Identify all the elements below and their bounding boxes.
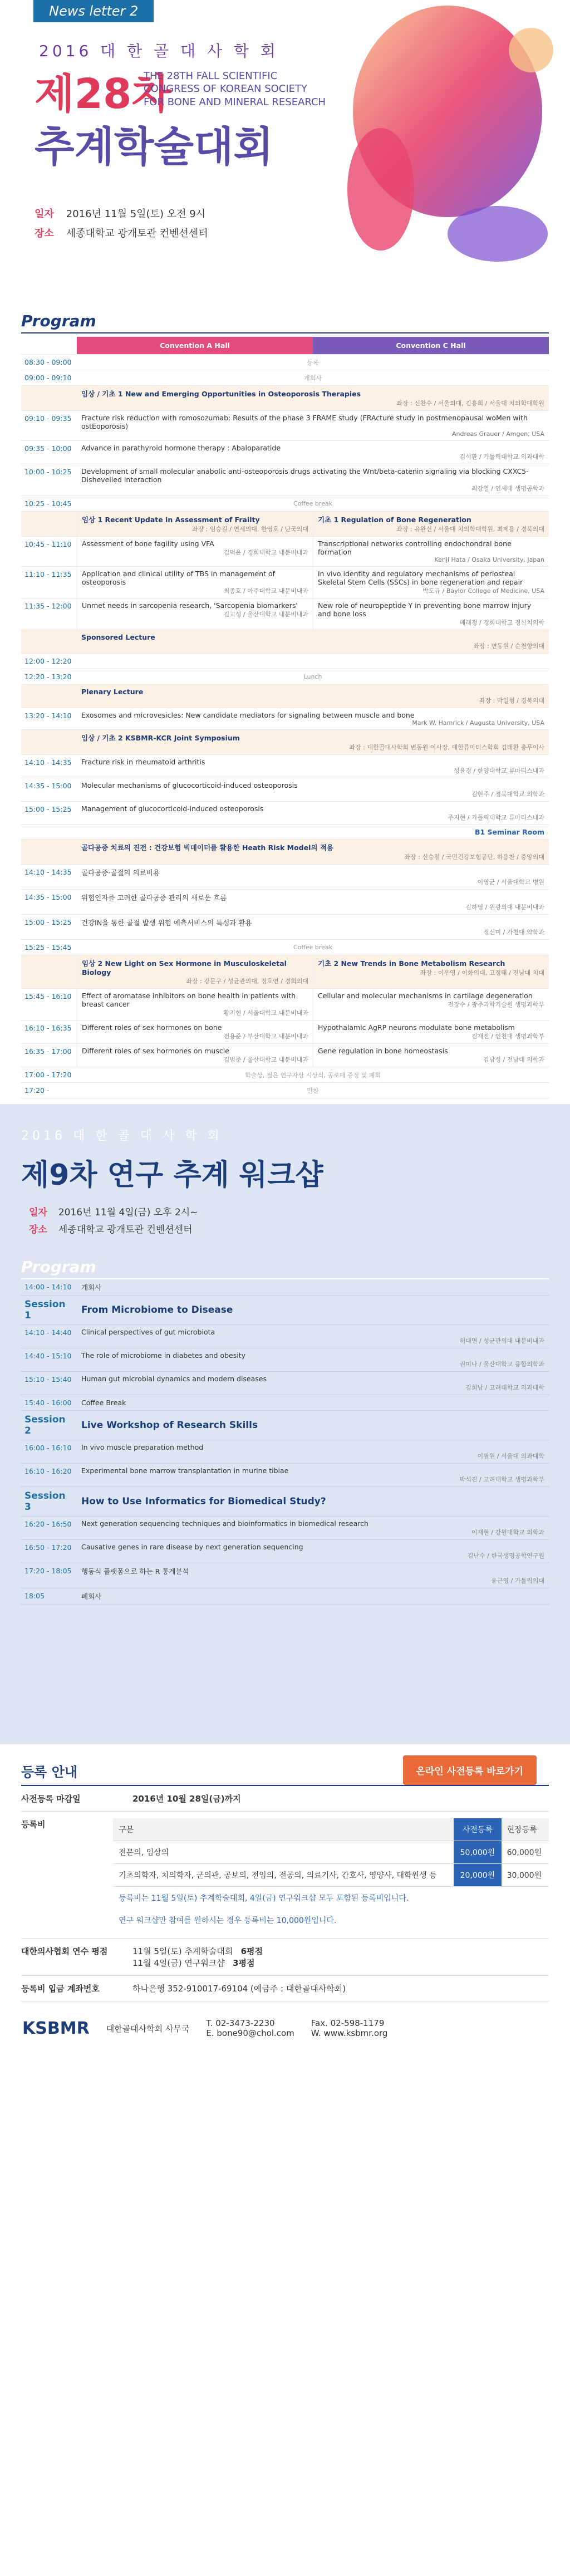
- talk-title: 폐회사: [81, 1592, 102, 1601]
- time-cell: 11:35 - 12:00: [24, 602, 72, 610]
- content-cell: [77, 915, 549, 939]
- time-cell: 16:00 - 16:10: [24, 1444, 72, 1452]
- phone: T. 02-3473-2230: [206, 2018, 275, 2028]
- schedule-row: [21, 567, 549, 598]
- talk-title: Next generation sequencing techniques and bioinformatics in biomedical research: [81, 1519, 368, 1528]
- session-title: Lunch: [303, 673, 322, 680]
- talk-title: 행동식 플랫폼으로 하는 R 통계분석: [81, 1567, 189, 1576]
- content-cell: [77, 778, 549, 801]
- content-cell: [77, 355, 549, 370]
- chair: 좌장 : 이우영 / 이화의대, 고정태 / 전남대 치대: [420, 969, 544, 977]
- speaker: 김하영 / 원광의대 내분비내과: [465, 904, 544, 911]
- time-cell: 14:40 - 15:10: [24, 1352, 72, 1360]
- ws-program-title: Program: [21, 1258, 549, 1279]
- website-link[interactable]: W. www.ksbmr.org: [311, 2028, 388, 2038]
- time-cell: 14:35 - 15:00: [24, 893, 72, 901]
- talk-title: Cellular and molecular mechanisms in cartilage degeneration: [318, 992, 533, 1000]
- place-line: 장소 세종대학교 광개토관 컨벤션센터: [35, 228, 208, 239]
- email-link[interactable]: E. bone90@chol.com: [206, 2028, 294, 2038]
- schedule-row: [21, 669, 549, 685]
- talk-title: Causative genes in rare disease by next generation sequencing: [81, 1543, 303, 1551]
- session-title: Molecular mechanisms of glucocorticoid-induced osteoporosis: [81, 781, 298, 789]
- time-cell: 15:00 - 15:25: [24, 805, 72, 813]
- schedule-row: [21, 355, 549, 370]
- session-title: Development of small molecular anabolic anti-osteoporosis drugs activating the Wnt/beta-catenin signaling via blocking CXXC5-Dishevelled interaction: [81, 467, 529, 484]
- content-cell: [77, 802, 549, 825]
- session-title: Exosomes and microvesicles: New candidate mediators for signaling between muscle and bone: [81, 711, 415, 719]
- ws-row: [21, 1517, 549, 1540]
- speaker: 최강열 / 연세대 생명공학과: [471, 485, 544, 492]
- chair: 좌장 : 변동원 / 순천향의대: [473, 642, 544, 650]
- content-cell: [77, 370, 549, 385]
- reg-title: 등록 안내: [21, 1761, 549, 1786]
- hall-c-talk: [313, 567, 549, 598]
- time-cell: 15:25 - 15:45: [24, 943, 72, 951]
- session-title: Management of glucocorticoid-induced osteoporosis: [81, 804, 264, 813]
- time-cell: [21, 630, 77, 653]
- hall-c-talk: [313, 989, 549, 1020]
- hall-c-session: [313, 512, 549, 536]
- content-cell: [77, 1517, 549, 1539]
- content-cell: [77, 1325, 549, 1348]
- speaker: 이재현 / 강원대학교 의학과: [471, 1529, 544, 1536]
- time-cell: 15:40 - 16:00: [24, 1399, 72, 1407]
- time-cell: 11:10 - 11:35: [24, 570, 72, 578]
- content-cell: [77, 669, 549, 684]
- office-name: 대한골대사학회 사무국: [106, 2023, 190, 2034]
- schedule-row: [21, 386, 549, 411]
- session-title: 임상 1 Recent Update in Assessment of Frailty: [82, 516, 260, 524]
- chair: 좌장 : 박일형 / 경북의대: [479, 697, 544, 704]
- speaker: 배래정 / 경희대학교 정신치의학: [459, 619, 544, 626]
- account-row: 등록비 입금 계좌번호 하나은행 352-910017-69104 (예금주 : 대한골대사학회): [21, 1976, 549, 2001]
- time-cell: 17:00 - 17:20: [24, 1071, 72, 1079]
- ws-row: [21, 1372, 549, 1395]
- ws-place: 장소 세종대학교 광개토관 컨벤션센터: [29, 1224, 193, 1235]
- ws-row: [21, 1296, 549, 1325]
- content-cell: [77, 1067, 549, 1082]
- session-title: Plenary Lecture: [81, 688, 144, 696]
- time-cell: [21, 386, 77, 410]
- hall-a-talk: [77, 537, 313, 566]
- speaker: 전용준 / 부산대학교 내분비내과: [223, 1033, 308, 1040]
- talk-title: The role of microbiome in diabetes and obesity: [81, 1351, 246, 1360]
- content-cell: [77, 890, 549, 914]
- content-cell: [77, 1563, 549, 1588]
- session-title: Advance in parathyroid hormone therapy : Abaloparatide: [81, 444, 281, 452]
- session-title: 골다공증 치료의 진전 : 건강보험 빅데이터를 활용한 Heath Risk Model의 적용: [81, 843, 333, 852]
- time-cell: 10:45 - 11:10: [24, 540, 72, 548]
- talk-title: Gene regulation in bone homeostasis: [318, 1047, 448, 1055]
- speaker: 전장수 / 광주과학기술원 생명과학부: [448, 1001, 544, 1008]
- time-cell: 12:20 - 13:20: [24, 673, 72, 681]
- talk-title: New role of neuropeptide Y in preventing bone marrow injury and bone loss: [318, 601, 532, 618]
- session-title: 건강IN을 통한 골절 발생 위험 예측서비스의 특성과 활용: [81, 919, 252, 927]
- online-registration-button[interactable]: 온라인 사전등록 바로가기: [403, 1755, 537, 1785]
- talk-title: Assessment of bone fagility using VFA: [82, 539, 214, 548]
- chair: 좌장 : 신승철 / 국민건강보험공단, 하용찬 / 중앙의대: [404, 853, 544, 861]
- time-cell: 14:00 - 14:10: [24, 1283, 72, 1291]
- talk-title: Different roles of sex hormones on muscle: [82, 1047, 229, 1055]
- time-cell: 13:20 - 14:10: [24, 712, 72, 720]
- ws-row: [21, 1464, 549, 1487]
- speaker: 김현주 / 경북대학교 의학과: [471, 791, 544, 798]
- time-cell: 14:10 - 14:40: [24, 1328, 72, 1337]
- hall-a-talk: [77, 598, 313, 630]
- schedule-row: [21, 537, 549, 567]
- time-cell: 15:00 - 15:25: [24, 918, 72, 926]
- content-cell: [77, 411, 549, 440]
- ws-row: [21, 1487, 549, 1517]
- chair: 좌장 : 신찬수 / 서울의대, 김흥희 / 서울대 치의학대학원: [396, 400, 544, 407]
- deadline-row: 사전등록 마감일 2016년 10월 28일(금)까지: [21, 1786, 549, 1812]
- talk-title: Unmet needs in sarcopenia research, 'Sarcopenia biomarkers': [82, 601, 298, 610]
- schedule-row: [21, 890, 549, 915]
- session-title: 기초 1 Regulation of Bone Regeneration: [318, 516, 471, 524]
- content-cell: [77, 464, 549, 495]
- time-cell: 14:10 - 14:35: [24, 868, 72, 876]
- schedule-row: [21, 989, 549, 1020]
- speaker: 박석진 / 고려대학교 생명과학부: [459, 1476, 544, 1483]
- content-cell: [77, 1296, 549, 1324]
- time-cell: 09:00 - 09:10: [24, 374, 72, 382]
- speaker: 최종호 / 아주대학교 내분비내과: [223, 587, 308, 595]
- pretitle: 2016 대 한 골 대 사 학 회: [39, 42, 279, 60]
- speaker: Kenji Hata / Osaka University, Japan: [434, 556, 544, 563]
- schedule-row: [21, 441, 549, 464]
- session-title: 임상 2 New Light on Sex Hormone in Musculoskeletal Biology: [82, 959, 287, 977]
- hall-a-session: [77, 955, 313, 988]
- main-title-1: 제28차: [35, 70, 171, 118]
- schedule-row: [21, 802, 549, 825]
- program-title: Program: [21, 312, 549, 333]
- content-cell: [77, 1487, 549, 1516]
- speaker: 황지현 / 서울대학교 내분비내과: [223, 1009, 308, 1017]
- fee-table: 구분 사전등록 현장등록 전문의, 임상의 50,000원 60,000원 기초의학자, 치의학자, 군의관, 공보의, 전임의, 전공의, 의료기사, 간호사, 영양사, 대학원생 등 20,000원 30,000원 등록비는 11월 5일(토) 추계학술대회, 4일(금) 연구워크샵 모두 포함된 등록비입니다. 연구 워크샵만 참여를 원하시는 경우 등록비는 10,000원입니다.: [113, 1818, 549, 1931]
- score-row: 대한의사협회 연수 평점 11월 5일(토) 추계학술대회 6평점 11월 4일(금) 연구워크샵 3평점: [21, 1939, 549, 1976]
- talk-title: Application and clinical utility of TBS in management of osteoporosis: [82, 570, 276, 586]
- decorative-art: [314, 0, 570, 290]
- time-cell: 14:10 - 14:35: [24, 758, 72, 767]
- time-cell: [21, 512, 77, 536]
- schedule-row: [21, 778, 549, 802]
- content-cell: [77, 825, 549, 839]
- speaker: 김남성 / 전남대 의학과: [483, 1056, 544, 1063]
- session-title: 골다공증·골절의 의료비용: [81, 869, 160, 877]
- talk-title: Coffee Break: [81, 1399, 126, 1407]
- schedule-row: [21, 940, 549, 955]
- content-cell: [77, 865, 549, 889]
- time-cell: [21, 955, 77, 988]
- time-cell: 16:50 - 17:20: [24, 1543, 72, 1552]
- talk-title: Hypothalamic AgRP neurons modulate bone metabolism: [318, 1023, 515, 1032]
- ws-row: [21, 1325, 549, 1348]
- talk-title: Live Workshop of Research Skills: [81, 1420, 258, 1431]
- chair: 좌장 : 유완신 / 서울대 치의학대학원, 최제용 / 경북의대: [396, 526, 544, 533]
- main-title-2: 추계학술대회: [35, 123, 273, 171]
- content-cell: [77, 840, 549, 864]
- session-title: B1 Seminar Room: [474, 828, 544, 836]
- speaker: 박도규 / Baylor College of Medicine, USA: [422, 587, 544, 595]
- speaker: 이필원 / 서울대 의과대학: [477, 1453, 544, 1460]
- speaker: 주지현 / 가톨릭대학교 류마티스내과: [448, 814, 544, 821]
- speaker: 김교성 / 울산대학교 내분비내과: [223, 611, 308, 618]
- session-title: 등록: [307, 359, 319, 366]
- hall-c-talk: [313, 598, 549, 630]
- hall-header: Convention A Hall Convention C Hall: [21, 337, 549, 355]
- content-cell: [77, 1395, 549, 1410]
- talk-title: From Microbiome to Disease: [81, 1304, 233, 1316]
- registration: [0, 1744, 570, 2007]
- content-cell: [77, 1279, 549, 1295]
- speaker: Andreas Grauer / Amgen, USA: [452, 430, 544, 438]
- talk-title: Different roles of sex hormones on bone: [82, 1023, 222, 1032]
- schedule-row: [21, 411, 549, 441]
- hall-c-talk: [313, 537, 549, 566]
- session-title: Fracture risk in rheumatoid arthritis: [81, 758, 205, 766]
- schedule-row: [21, 370, 549, 386]
- hall-a-talk: [77, 1044, 313, 1067]
- time-cell: [21, 840, 77, 864]
- session-title: Coffee break: [293, 500, 333, 507]
- talk-title: 개회사: [81, 1283, 102, 1292]
- time-cell: 16:10 - 16:35: [24, 1024, 72, 1032]
- session-title: 학술상, 젊은 연구자상 시상식, 공로패 증정 및 폐회: [245, 1071, 381, 1079]
- schedule: [0, 312, 570, 1104]
- content-cell: [77, 755, 549, 778]
- content-cell: [77, 630, 549, 653]
- newsletter-badge: News letter 2: [33, 0, 154, 22]
- content-cell: [77, 708, 549, 729]
- time-cell: 18:05: [24, 1592, 45, 1600]
- schedule-row: [21, 865, 549, 890]
- time-cell: 15:45 - 16:10: [24, 992, 72, 1000]
- speaker: 이영균 / 서울대학교 병원: [477, 879, 544, 886]
- time-cell: [21, 685, 77, 708]
- speaker: 허대면 / 성균관의대 내분비내과: [459, 1337, 544, 1345]
- schedule-row: [21, 598, 549, 630]
- fee-row: 등록비 구분 사전등록 현장등록 전문의, 임상의 50,000원 60,000원 기초의학자, 치의학자, 군의관, 공보의, 전임의, 전공의, 의료기사, 간호사, 영양사, 대학원생 등 20,000원 30,000원 등록비는 11월 5일(토) 추계학술대회, 4일(금) 연구워크샵 모두 포함된 등록비입니다. 연구 워크샵만 참여를 원하시는 경우 등록비는 10,000원입니다.: [21, 1812, 549, 1939]
- time-cell: 10:00 - 10:25: [24, 468, 72, 476]
- schedule-row: [21, 630, 549, 654]
- session-title: 위험인자를 고려한 골다공증 관리의 새로운 흐름: [81, 894, 227, 902]
- chair: 좌장 : 임승길 / 연세의대, 한영호 / 단국의대: [191, 526, 308, 533]
- footer: [0, 2007, 570, 2049]
- time-cell: 10:25 - 10:45: [24, 499, 72, 508]
- speaker: 성윤경 / 한양대학교 류마티스내과: [454, 767, 544, 774]
- content-cell: [77, 685, 549, 708]
- split-header: [21, 955, 549, 989]
- ws-row: [21, 1563, 549, 1588]
- schedule-row: [21, 825, 549, 840]
- hall-a-talk: [77, 567, 313, 598]
- hall-a-session: [77, 512, 313, 536]
- speaker: Mark W. Hamrick / Augusta University, USA: [412, 719, 544, 727]
- ksbmr-logo: KSBMR: [22, 2018, 90, 2038]
- session-title: 만찬: [307, 1087, 319, 1095]
- ws-row: [21, 1588, 549, 1605]
- content-cell: [77, 386, 549, 410]
- content-cell: [77, 441, 549, 464]
- time-cell: Session 2: [24, 1414, 66, 1436]
- talk-title: Clinical perspectives of gut microbiota: [81, 1328, 215, 1336]
- schedule-row: [21, 1044, 549, 1067]
- hall-c-session: [313, 955, 549, 988]
- content-cell: [77, 654, 549, 669]
- speaker: 윤근영 / 가톨릭의대: [491, 1577, 544, 1584]
- time-cell: 16:35 - 17:00: [24, 1047, 72, 1056]
- time-cell: 08:30 - 09:00: [24, 358, 72, 366]
- speaker: 정선미 / 가천대 약학과: [483, 929, 544, 936]
- time-cell: 16:10 - 16:20: [24, 1467, 72, 1475]
- speaker: 김덕윤 / 경희대학교 내분비내과: [223, 549, 308, 556]
- session-title: Fracture risk reduction with romosozumab: Results of the phase 3 FRAME study (FRActure study in postmenopausal woMen with ostEoporosis): [81, 414, 528, 430]
- time-cell: 16:20 - 16:50: [24, 1520, 72, 1528]
- time-cell: 09:10 - 09:35: [24, 414, 72, 423]
- ws-row: [21, 1540, 549, 1563]
- content-cell: [77, 940, 549, 955]
- ws-row: [21, 1440, 549, 1464]
- talk-title: Transcriptional networks controlling endochondral bone formation: [318, 539, 512, 556]
- session-title: 개회사: [304, 374, 322, 382]
- ws-row: [21, 1348, 549, 1372]
- session-title: 기초 2 New Trends in Bone Metabolism Research: [318, 959, 505, 968]
- schedule-row: [21, 708, 549, 730]
- split-header: [21, 512, 549, 537]
- date-line: 일자 2016년 11월 5일(토) 오전 9시: [35, 208, 206, 220]
- english-title: THE 28TH FALL SCIENTIFIC CONGRESS OF KOREAN SOCIETY FOR BONE AND MINERAL RESEARCH: [144, 70, 326, 108]
- content-cell: [77, 1372, 549, 1395]
- talk-title: Experimental bone marrow transplantation in murine tibiae: [81, 1466, 289, 1475]
- time-cell: Session 3: [24, 1490, 66, 1513]
- speaker: 권미나 / 울산대학교 융합의학과: [459, 1361, 544, 1368]
- hero: [0, 0, 570, 312]
- speaker: 김난수 / 한국생명공학연구원: [467, 1552, 544, 1559]
- hall-a-talk: [77, 989, 313, 1020]
- schedule-row: [21, 1083, 549, 1098]
- workshop: [0, 1104, 570, 1744]
- chair: 좌장 : 강문구 / 성균관의대, 정호연 / 경희의대: [186, 978, 308, 985]
- content-cell: [77, 1588, 549, 1604]
- time-cell: 15:10 - 15:40: [24, 1375, 72, 1383]
- talk-title: In vivo identity and regulatory mechanisms of periosteal Skeletal Stem Cells (SSCs) in bone regeneration and repair: [318, 570, 523, 586]
- schedule-row: [21, 755, 549, 778]
- session-title: Coffee break: [293, 944, 333, 951]
- schedule-row: [21, 496, 549, 512]
- schedule-row: [21, 730, 549, 755]
- content-cell: [77, 1411, 549, 1440]
- chair: 좌장 : 대한골대사학회 변동원 이사장, 대한류마티스학회 김태환 총무이사: [349, 744, 544, 751]
- time-cell: 17:20 - 18:05: [24, 1567, 72, 1575]
- session-title: 임상 / 기초 1 New and Emerging Opportunities in Osteoporosis Therapies: [81, 390, 361, 398]
- speaker: 김석환 / 가톨릭대학교 의과대학: [459, 453, 544, 460]
- speaker: 김범준 / 울산대학교 내분비내과: [223, 1056, 308, 1063]
- ws-title: 제9차 연구 추계 워크샵: [21, 1159, 323, 1192]
- ws-pretitle: 2016 대 한 골 대 사 학 회: [21, 1129, 223, 1143]
- time-cell: [21, 730, 77, 754]
- ws-row: [21, 1279, 549, 1296]
- talk-title: Effect of aromatase inhibitors on bone health in patients with breast cancer: [82, 992, 296, 1008]
- schedule-row: [21, 840, 549, 865]
- time-cell: 14:35 - 15:00: [24, 782, 72, 790]
- content-cell: [77, 1083, 549, 1098]
- schedule-row: [21, 1020, 549, 1044]
- hall-c-talk: [313, 1044, 549, 1067]
- schedule-row: [21, 685, 549, 708]
- content-cell: [77, 496, 549, 511]
- session-title: 임상 / 기초 2 KSBMR-KCR Joint Symposium: [81, 734, 240, 742]
- ws-row: [21, 1411, 549, 1440]
- talk-title: In vivo muscle preparation method: [81, 1443, 204, 1451]
- content-cell: [77, 1348, 549, 1371]
- time-cell: Session 1: [24, 1299, 66, 1321]
- hall-a-talk: [77, 1020, 313, 1043]
- time-cell: 17:20 -: [24, 1086, 50, 1095]
- time-cell: 12:00 - 12:20: [24, 657, 72, 665]
- content-cell: [77, 1464, 549, 1486]
- talk-title: Human gut microbial dynamics and modern diseases: [81, 1375, 267, 1383]
- content-cell: [77, 730, 549, 754]
- fax: Fax. 02-598-1179: [311, 2018, 385, 2028]
- session-title: Sponsored Lecture: [81, 633, 155, 641]
- talk-title: How to Use Informatics for Biomedical Study?: [81, 1496, 326, 1507]
- time-cell: 09:35 - 10:00: [24, 444, 72, 453]
- speaker: 김재진 / 인천대 생명과학부: [471, 1033, 544, 1040]
- schedule-row: [21, 915, 549, 940]
- speaker: 김희남 / 고려대학교 의과대학: [465, 1384, 544, 1391]
- schedule-row: [21, 1067, 549, 1083]
- ws-row: [21, 1395, 549, 1411]
- content-cell: [77, 1540, 549, 1563]
- content-cell: [77, 1440, 549, 1463]
- time-cell: [21, 825, 77, 839]
- hall-c-talk: [313, 1020, 549, 1043]
- schedule-row: [21, 654, 549, 669]
- ws-date: 일자 2016년 11월 4일(금) 오후 2시~: [29, 1207, 198, 1218]
- schedule-row: [21, 464, 549, 496]
